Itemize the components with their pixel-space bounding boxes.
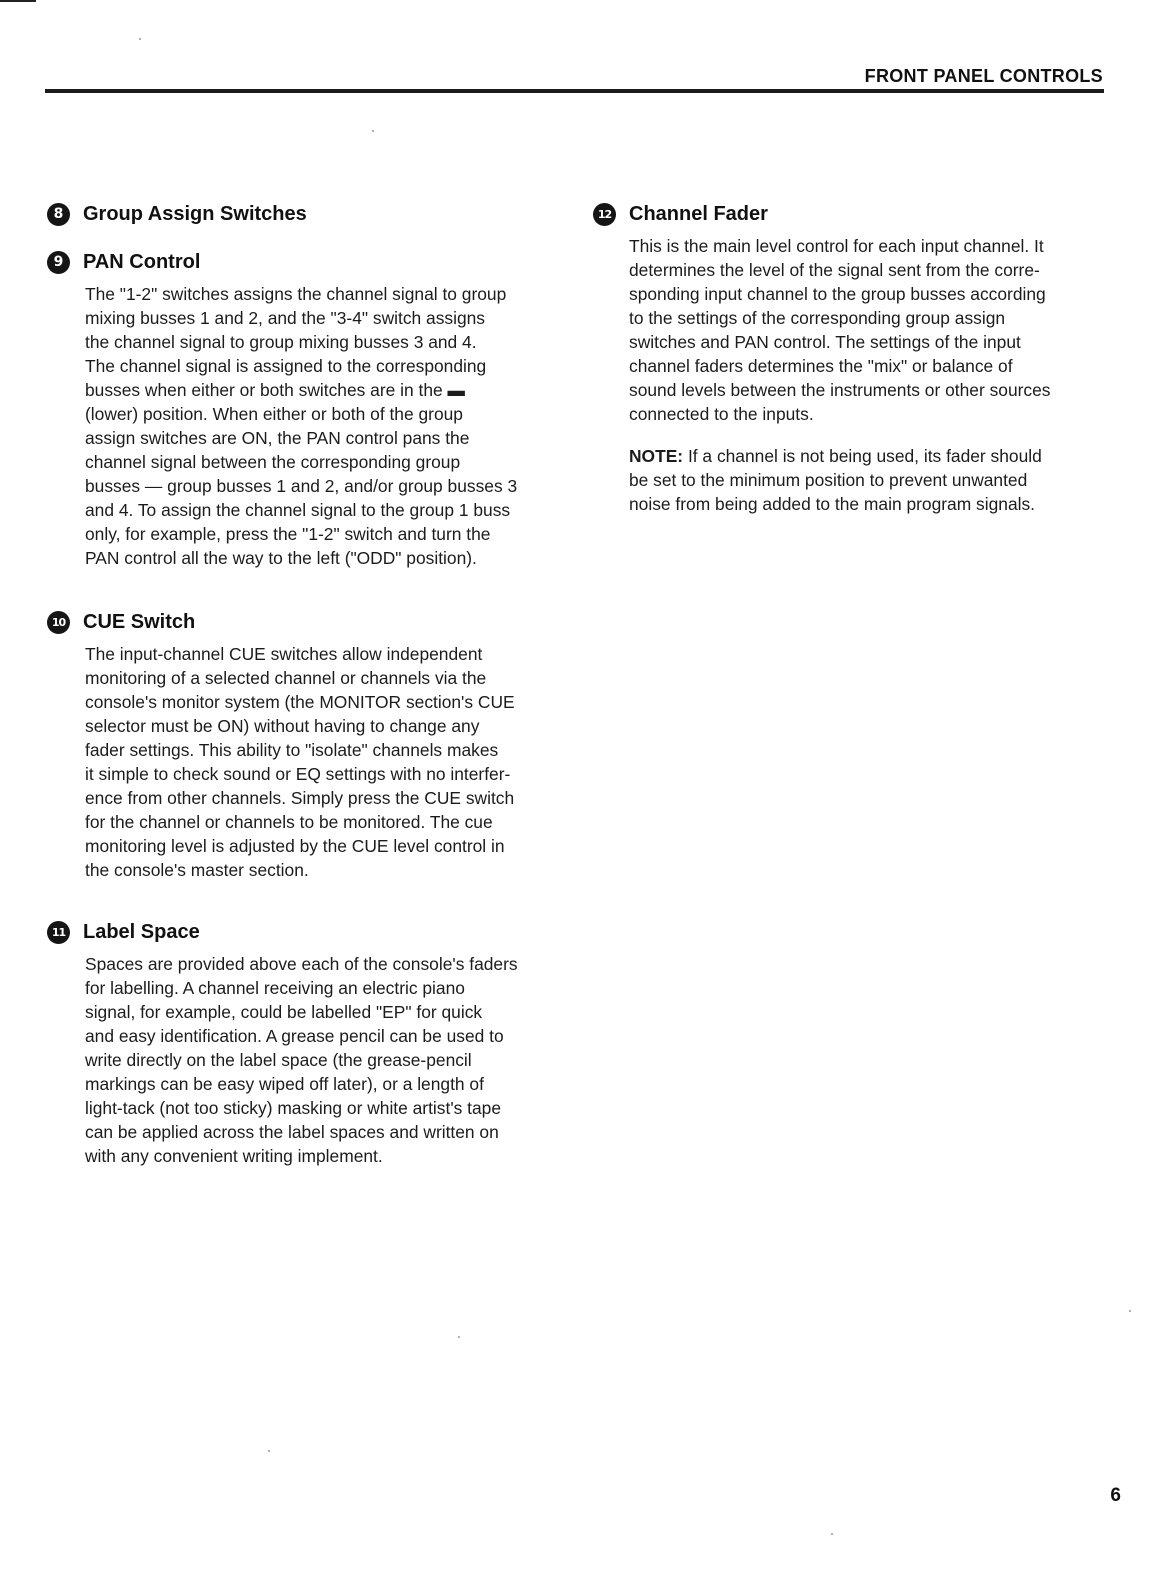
scan-speck (458, 1336, 460, 1338)
section-title: Channel Fader (629, 202, 768, 225)
section-body: The input-channel CUE switches allow independent monitoring of a selected channel or channels via the console's monitor system (the MONITOR section's CUE selector must be ON) without having to change any fader settings. This ability to "isolate" channels makes it simple to check sound or EQ settings with no interfer- ence from other channels. Simply press the CUE switch for the channel or channels to be monitored. The cue monitoring level is adjusted by the CUE level control in the console's master section. (85, 644, 515, 880)
section-label-space (47, 918, 572, 1168)
section-title: Group Assign Switches (83, 202, 307, 225)
section-body: The "1-2" switches assigns the channel signal to group mixing busses 1 and 2, and the "3-4" switch assigns the channel signal to group mixing busses 3 and 4. The channel signal is assigned to the corresponding busses when either or both switches are in the ▬ (lower) position. When either or both of the group assign switches are ON, the PAN control pans the channel signal between the corresponding group busses — group busses 1 and 2, and/or group busses 3 and 4. To assign the channel signal to the group 1 buss only, for example, press the "1-2" switch and turn the PAN control all the way to the left ("ODD" position). (85, 284, 518, 568)
section-heading (47, 608, 572, 636)
scan-speck (268, 1450, 270, 1452)
item-number-badge: 9 (47, 251, 70, 274)
section-heading (47, 918, 572, 946)
section-title: Label Space (83, 920, 200, 943)
scan-corner-mark (0, 0, 36, 2)
section-body: This is the main level control for each input channel. It determines the level of the signal sent from the corre- sponding input channel to the group busses according to the settings of the corresponding group assign switches and PAN control. The settings of the input channel faders determines the "mix" or balance of sound levels between the instruments or other sources connected to the inputs. (629, 236, 1051, 424)
section-channel-fader (593, 200, 1113, 516)
scan-speck (831, 1533, 833, 1535)
note-paragraph (629, 444, 1113, 516)
note-text: If a channel is not being used, its fader should be set to the minimum position to prevent unwanted noise from being added to the main program signals. (629, 446, 1042, 514)
section-heading (593, 200, 1113, 228)
section-title: CUE Switch (83, 610, 196, 633)
section-title: PAN Control (83, 250, 201, 273)
note-label: NOTE: (629, 446, 684, 466)
item-number-badge: 8 (47, 203, 70, 226)
page-number: 6 (1110, 1485, 1121, 1506)
item-number-badge: 12 (593, 203, 616, 226)
running-header: FRONT PANEL CONTROLS (864, 66, 1103, 86)
scan-speck (1129, 1310, 1131, 1312)
section-group-assign-switches (47, 200, 572, 228)
scan-speck (372, 130, 374, 132)
scan-speck (139, 38, 141, 40)
item-number-badge: 10 (47, 611, 70, 634)
section-pan-control (47, 248, 572, 570)
header-rule (45, 89, 1104, 93)
section-heading (47, 248, 572, 276)
section-heading (47, 200, 572, 228)
section-cue-switch (47, 608, 572, 882)
section-body: Spaces are provided above each of the console's faders for labelling. A channel receiving an electric piano signal, for example, could be labelled "EP" for quick and easy identification. A grease pencil can be used to write directly on the label space (the grease-pencil markings can be easy wiped off later), or a length of light-tack (not too sticky) masking or white artist's tape can be applied across the label spaces and written on with any convenient writing implement. (85, 954, 518, 1166)
item-number-badge: 11 (47, 921, 70, 944)
